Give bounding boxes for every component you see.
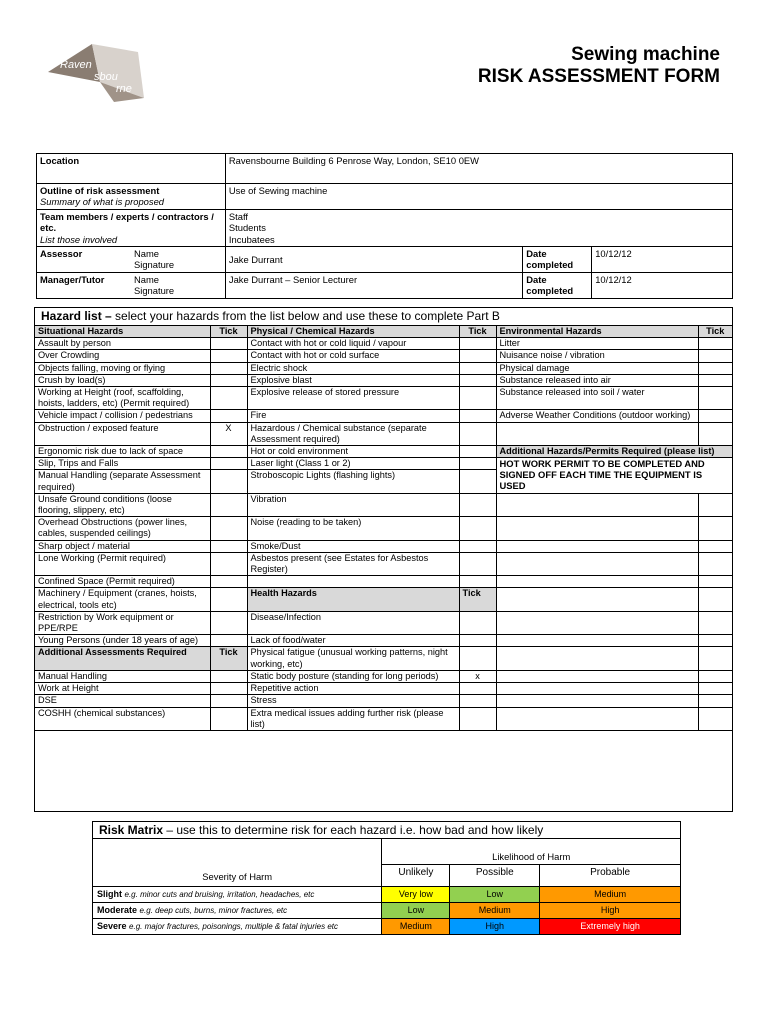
assessor-date: 10/12/12 — [592, 247, 733, 273]
situational-hazard: Working at Height (roof, scaffolding, hoists, ladders, etc) (Permit required) — [35, 387, 210, 410]
tick-cell — [210, 707, 247, 730]
hazard-list-heading — [35, 308, 732, 326]
environmental-hazard — [496, 540, 698, 552]
tick-cell — [698, 374, 732, 386]
situational-hazard: Manual Handling — [35, 670, 210, 682]
hazard-row — [35, 611, 732, 634]
name-label: Name — [134, 273, 160, 285]
situational-hazard: Assault by person — [35, 338, 210, 350]
tick-cell — [210, 458, 247, 470]
tick-cell — [210, 635, 247, 647]
hazard-row — [35, 540, 732, 552]
severity-example: e.g. deep cuts, burns, minor fractures, etc — [139, 906, 288, 915]
tick-cell — [698, 517, 732, 540]
team-value: Incubatees — [228, 233, 275, 245]
hazard-row — [35, 647, 732, 670]
tick-cell — [698, 338, 732, 350]
outline-label-cell — [37, 184, 226, 210]
environmental-hazard — [496, 422, 698, 445]
physical-hazard: Explosive release of stored pressure — [247, 387, 459, 410]
severity-cell — [93, 903, 382, 919]
location-label: Location — [37, 154, 226, 184]
risk-row — [93, 903, 681, 919]
manager-name: Jake Durrant – Senior Lecturer — [225, 272, 522, 298]
outline-sub: Summary of what is proposed — [40, 196, 165, 208]
situational-hazard: Vehicle impact / collision / pedestrians — [35, 410, 210, 422]
tick-cell — [210, 670, 247, 682]
tick-cell — [459, 374, 496, 386]
outline-value: Use of Sewing machine — [225, 184, 732, 210]
hazard-row — [35, 707, 732, 730]
tick-cell — [210, 695, 247, 707]
hazard-row — [35, 446, 732, 458]
assessor-row — [37, 247, 733, 273]
physical-header: Physical / Chemical Hazards — [247, 326, 459, 338]
physical-hazard: Electric shock — [247, 362, 459, 374]
environmental-hazard — [496, 588, 698, 611]
tick-header: Tick — [698, 326, 732, 338]
physical-hazard: Lack of food/water — [247, 635, 459, 647]
tick-cell — [459, 470, 496, 493]
tick-cell — [459, 695, 496, 707]
hazard-row — [35, 588, 732, 611]
team-values-cell — [225, 209, 732, 246]
risk-level-cell: Low — [382, 903, 450, 919]
tick-cell — [459, 552, 496, 575]
severity-level: Slight — [97, 889, 125, 899]
tick-cell — [459, 683, 496, 695]
physical-hazard: Stress — [247, 695, 459, 707]
tick-cell — [459, 338, 496, 350]
environmental-hazard — [496, 635, 698, 647]
additional-assessments-header: Additional Assessments Required — [35, 647, 210, 670]
physical-hazard: Vibration — [247, 493, 459, 516]
hazard-heading-bold: Hazard list – — [41, 309, 112, 323]
location-row — [37, 154, 733, 184]
team-label-cell — [37, 209, 226, 246]
tick-cell — [698, 540, 732, 552]
environmental-hazard — [496, 670, 698, 682]
physical-hazard: Fire — [247, 410, 459, 422]
tick-cell — [698, 350, 732, 362]
likelihood-row — [93, 839, 681, 865]
severity-level: Severe — [97, 921, 130, 931]
tick-cell — [459, 446, 496, 458]
situational-hazard: Confined Space (Permit required) — [35, 576, 210, 588]
hazard-list-section — [34, 307, 733, 812]
title-line-2: RISK ASSESSMENT FORM — [477, 66, 720, 87]
environmental-hazard — [496, 611, 698, 634]
tick-cell: X — [210, 422, 247, 445]
tick-cell — [459, 410, 496, 422]
tick-cell — [459, 387, 496, 410]
hazard-row — [35, 493, 732, 516]
situational-hazard: Machinery / Equipment (cranes, hoists, electrical, tools etc) — [35, 588, 210, 611]
tick-cell — [698, 410, 732, 422]
hazard-row — [35, 374, 732, 386]
tick-cell — [210, 540, 247, 552]
tick-cell — [210, 410, 247, 422]
tick-cell — [698, 588, 732, 611]
hazard-row — [35, 683, 732, 695]
form-title — [478, 44, 720, 88]
severity-level: Moderate — [97, 905, 140, 915]
tick-header: Tick — [459, 588, 496, 611]
environmental-hazard: Substance released into air — [496, 374, 698, 386]
environmental-hazard — [496, 517, 698, 540]
risk-level-cell: Medium — [450, 903, 540, 919]
hazard-row — [35, 362, 732, 374]
tick-cell — [210, 576, 247, 588]
tick-cell — [459, 517, 496, 540]
tick-header: Tick — [210, 326, 247, 338]
logo-text-1: Raven — [60, 59, 92, 71]
physical-hazard: Noise (reading to be taken) — [247, 517, 459, 540]
hazard-row — [35, 670, 732, 682]
situational-header: Situational Hazards — [35, 326, 210, 338]
environmental-hazard: Substance released into soil / water — [496, 387, 698, 410]
tick-cell — [459, 422, 496, 445]
physical-hazard: Contact with hot or cold liquid / vapour — [247, 338, 459, 350]
outline-label: Outline of risk assessment — [40, 185, 160, 196]
hazard-row — [35, 410, 732, 422]
risk-matrix-heading-row — [93, 822, 681, 839]
name-signature-labels — [134, 248, 174, 271]
likelihood-col: Unlikely — [382, 865, 450, 887]
situational-hazard: Slip, Trips and Falls — [35, 458, 210, 470]
hazard-row — [35, 422, 732, 445]
risk-level-cell: High — [450, 919, 540, 935]
hazard-heading-text: select your hazards from the list below and use these to complete Part B — [111, 309, 500, 323]
tick-cell — [210, 588, 247, 611]
assessor-date-label: Date completed — [523, 247, 592, 273]
physical-hazard: Laser light (Class 1 or 2) — [247, 458, 459, 470]
tick-cell — [459, 647, 496, 670]
physical-hazard: Disease/Infection — [247, 611, 459, 634]
risk-level-cell: Medium — [382, 919, 450, 935]
tick-cell — [698, 422, 732, 445]
tick-cell — [698, 552, 732, 575]
hazard-row — [35, 517, 732, 540]
physical-hazard: Physical fatigue (unusual working patterns, night working, etc) — [247, 647, 459, 670]
risk-matrix-heading-bold: Risk Matrix — [99, 823, 164, 837]
severity-example: e.g. major fractures, poisonings, multiple & fatal injuries etc — [129, 922, 339, 931]
risk-level-cell: Medium — [540, 887, 681, 903]
likelihood-label: Likelihood of Harm — [382, 839, 681, 865]
situational-hazard: DSE — [35, 695, 210, 707]
tick-cell — [459, 493, 496, 516]
situational-hazard: Young Persons (under 18 years of age) — [35, 635, 210, 647]
environmental-hazard — [496, 493, 698, 516]
hazard-header-row — [35, 326, 732, 338]
environmental-hazard — [496, 552, 698, 575]
tick-cell — [698, 387, 732, 410]
name-signature-labels — [134, 274, 174, 297]
severity-label: Severity of Harm — [93, 839, 382, 887]
hazard-row — [35, 350, 732, 362]
tick-cell — [210, 446, 247, 458]
environmental-hazard — [496, 683, 698, 695]
environmental-header: Environmental Hazards — [496, 326, 698, 338]
tick-cell — [210, 362, 247, 374]
severity-cell — [93, 919, 382, 935]
tick-cell — [698, 707, 732, 730]
environmental-hazard — [496, 647, 698, 670]
hazard-row — [35, 387, 732, 410]
tick-cell — [210, 517, 247, 540]
situational-hazard: Ergonomic risk due to lack of space — [35, 446, 210, 458]
situational-hazard: Lone Working (Permit required) — [35, 552, 210, 575]
tick-cell — [459, 611, 496, 634]
tick-cell — [459, 350, 496, 362]
environmental-hazard: Litter — [496, 338, 698, 350]
team-sub: List those involved — [40, 233, 118, 245]
situational-hazard: COSHH (chemical substances) — [35, 707, 210, 730]
name-label: Name — [134, 248, 160, 260]
tick-cell — [698, 611, 732, 634]
physical-hazard: Smoke/Dust — [247, 540, 459, 552]
physical-hazard: Hot or cold environment — [247, 446, 459, 458]
situational-hazard: Restriction by Work equipment or PPE/RPE — [35, 611, 210, 634]
tick-cell — [210, 470, 247, 493]
tick-cell — [698, 670, 732, 682]
health-hazards-header: Health Hazards — [247, 588, 459, 611]
physical-hazard: Explosive blast — [247, 374, 459, 386]
situational-hazard: Obstruction / exposed feature — [35, 422, 210, 445]
tick-cell — [698, 695, 732, 707]
team-value: Students — [228, 222, 266, 234]
physical-hazard — [247, 576, 459, 588]
hazard-table — [35, 326, 732, 731]
manager-row — [37, 272, 733, 298]
tick-cell — [210, 493, 247, 516]
manager-date-label: Date completed — [523, 272, 592, 298]
tick-cell: x — [459, 670, 496, 682]
team-value: Staff — [228, 210, 248, 222]
additional-hazards-header: Additional Hazards/Permits Required (please list) — [496, 446, 732, 458]
tick-cell — [210, 338, 247, 350]
physical-hazard: Static body posture (standing for long periods) — [247, 670, 459, 682]
severity-example: e.g. minor cuts and bruising, irritation, headaches, etc — [124, 890, 315, 899]
risk-row — [93, 919, 681, 935]
physical-hazard: Asbestos present (see Estates for Asbestos Register) — [247, 552, 459, 575]
title-line-1: Sewing machine — [571, 44, 720, 65]
likelihood-col: Possible — [450, 865, 540, 887]
location-value: Ravensbourne Building 6 Penrose Way, London, SE10 0EW — [225, 154, 732, 184]
assessor-label: Assessor — [40, 248, 83, 260]
physical-hazard: Hazardous / Chemical substance (separate Assessment required) — [247, 422, 459, 445]
situational-hazard: Overhead Obstructions (power lines, cables, suspended ceilings) — [35, 517, 210, 540]
tick-cell — [210, 350, 247, 362]
severity-cell — [93, 887, 382, 903]
tick-cell — [210, 611, 247, 634]
tick-cell — [210, 374, 247, 386]
tick-cell — [459, 576, 496, 588]
hazard-row — [35, 552, 732, 575]
tick-cell — [459, 458, 496, 470]
risk-matrix — [92, 821, 681, 935]
tick-cell — [210, 552, 247, 575]
assessor-label-cell — [37, 247, 226, 273]
situational-hazard: Manual Handling (separate Assessment required) — [35, 470, 210, 493]
risk-row — [93, 887, 681, 903]
risk-level-cell: Extremely high — [540, 919, 681, 935]
situational-hazard: Sharp object / material — [35, 540, 210, 552]
logo-text-3: rne — [116, 83, 132, 95]
tick-cell — [698, 576, 732, 588]
outline-row — [37, 184, 733, 210]
tick-cell — [698, 647, 732, 670]
situational-hazard: Work at Height — [35, 683, 210, 695]
environmental-hazard: Nuisance noise / vibration — [496, 350, 698, 362]
environmental-hazard — [496, 576, 698, 588]
manager-date: 10/12/12 — [592, 272, 733, 298]
tick-header: Tick — [459, 326, 496, 338]
assessor-name: Jake Durrant — [225, 247, 522, 273]
hazard-row — [35, 576, 732, 588]
team-row — [37, 209, 733, 246]
tick-cell — [459, 362, 496, 374]
risk-level-cell: Very low — [382, 887, 450, 903]
risk-matrix-heading-text: – use this to determine risk for each hazard i.e. how bad and how likely — [163, 823, 544, 837]
physical-hazard: Repetitive action — [247, 683, 459, 695]
signature-label: Signature — [134, 285, 175, 297]
hot-work-permit-note: HOT WORK PERMIT TO BE COMPLETED AND SIGNED OFF EACH TIME THE EQUIPMENT IS USED — [496, 458, 732, 494]
tick-cell — [210, 683, 247, 695]
tick-cell — [698, 635, 732, 647]
environmental-hazard — [496, 707, 698, 730]
tick-cell — [698, 683, 732, 695]
environmental-hazard: Physical damage — [496, 362, 698, 374]
situational-hazard: Objects falling, moving or flying — [35, 362, 210, 374]
hazard-row — [35, 695, 732, 707]
likelihood-col: Probable — [540, 865, 681, 887]
physical-hazard: Stroboscopic Lights (flashing lights) — [247, 470, 459, 493]
tick-cell — [459, 707, 496, 730]
tick-cell — [459, 635, 496, 647]
situational-hazard: Crush by load(s) — [35, 374, 210, 386]
risk-level-cell: Low — [450, 887, 540, 903]
ravensbourne-logo — [44, 42, 154, 104]
situational-hazard: Over Crowding — [35, 350, 210, 362]
hazard-row — [35, 635, 732, 647]
risk-matrix-heading — [93, 822, 681, 839]
manager-label-cell — [37, 272, 226, 298]
tick-header: Tick — [210, 647, 247, 670]
logo-text-2: sbou — [94, 71, 118, 83]
hazard-row — [35, 458, 732, 470]
physical-hazard: Contact with hot or cold surface — [247, 350, 459, 362]
tick-cell — [698, 493, 732, 516]
tick-cell — [210, 387, 247, 410]
environmental-hazard: Adverse Weather Conditions (outdoor working) — [496, 410, 698, 422]
tick-cell — [459, 540, 496, 552]
risk-level-cell: High — [540, 903, 681, 919]
hazard-row — [35, 338, 732, 350]
tick-cell — [698, 362, 732, 374]
manager-label: Manager/Tutor — [40, 273, 105, 285]
physical-hazard: Extra medical issues adding further risk (please list) — [247, 707, 459, 730]
signature-label: Signature — [134, 259, 175, 271]
details-table — [36, 153, 733, 299]
environmental-hazard — [496, 695, 698, 707]
team-label: Team members / experts / contractors / etc. — [40, 210, 214, 234]
situational-hazard: Unsafe Ground conditions (loose flooring, slippery, etc) — [35, 493, 210, 516]
